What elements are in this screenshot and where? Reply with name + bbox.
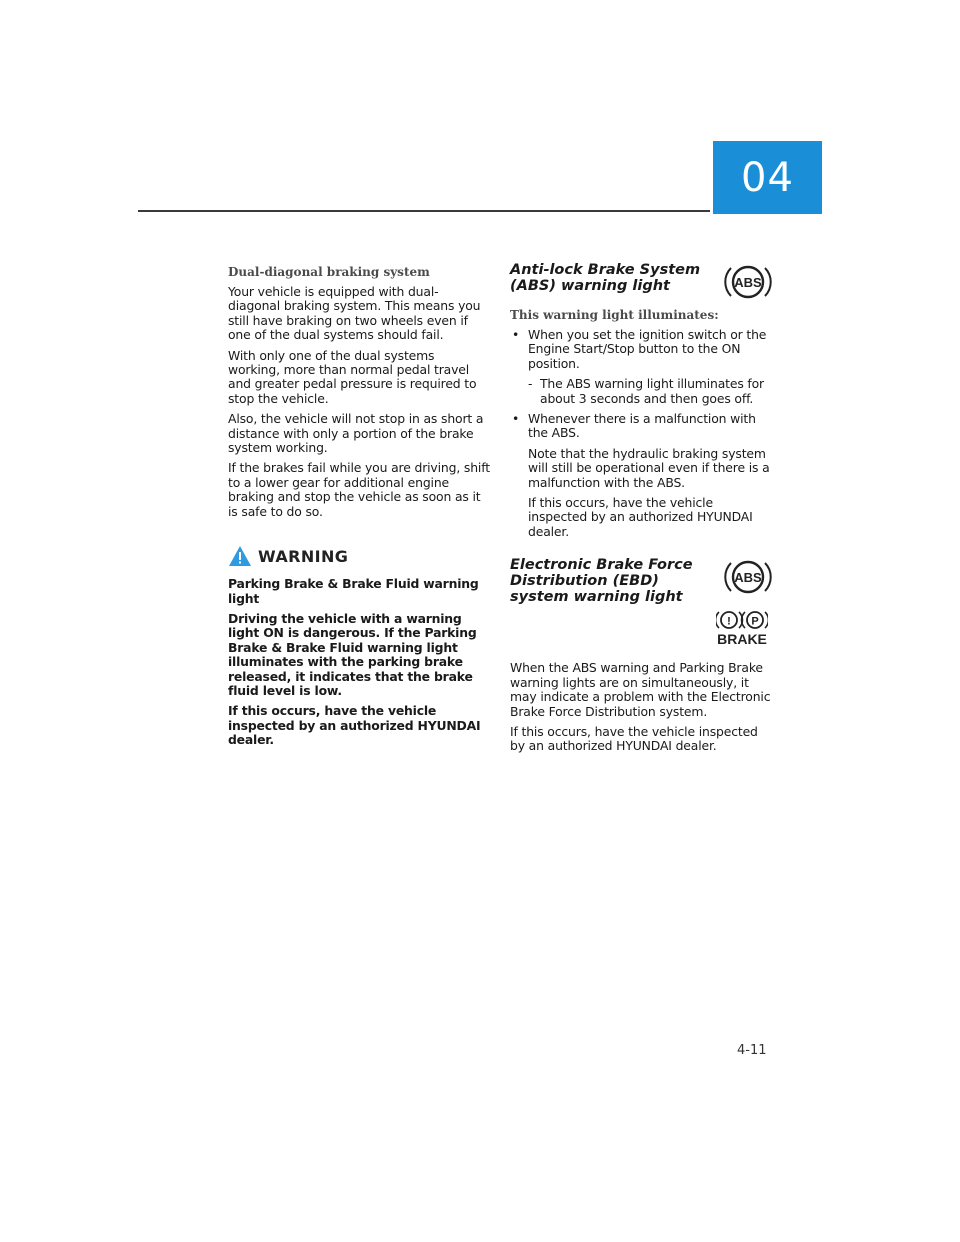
warning-heading: [228, 545, 490, 567]
abs-warning-icon: [724, 557, 772, 597]
dual-diagonal-paragraph: With only one of the dual systems working, more than normal pedal travel and greater pedal pressure is required to stop the vehicle.: [228, 347, 477, 406]
chapter-tab: 04: [713, 141, 822, 214]
dual-diagonal-subheading: Dual-diagonal braking system: [228, 265, 430, 279]
dual-diagonal-paragraph: If the brakes fail while you are driving, shift to a lower gear for additional engine braking and stop the vehicle as soon as it is safe to do so.: [228, 460, 490, 519]
warning-paragraph: Driving the vehicle with a warning light ON is dangerous. If the Parking Brake & Brake Fluid warning light illuminates with the parking brake released, it indicates that the brake fluid level is low.: [228, 610, 477, 698]
ebd-section-heading: [510, 557, 772, 605]
list-item: • Whenever there is a malfunction with the ABS.: [512, 411, 756, 441]
abs-warning-icon: [724, 262, 772, 302]
ebd-paragraph: If this occurs, have the vehicle inspected by an authorized HYUNDAI dealer.: [510, 723, 758, 754]
list-item: • When you set the ignition switch or the Engine Start/Stop button to the ON position.: [512, 327, 767, 371]
dual-diagonal-paragraph: Your vehicle is equipped with dual-diagonal braking system. This means you still have braking on two wheels even if one of the dual systems should fail.: [228, 284, 481, 343]
ebd-section-title: Electronic Brake Force Distribution (EBD) system warning light: [510, 557, 693, 606]
svg-text:P: P: [751, 615, 759, 628]
svg-text:ABS: ABS: [734, 570, 762, 586]
left-column: [228, 262, 490, 754]
page-number: 4-11: [737, 1043, 767, 1058]
svg-text:BRAKE: BRAKE: [717, 631, 767, 648]
dual-diagonal-paragraph: Also, the vehicle will not stop in as short a distance with only a portion of the brake system working.: [228, 411, 484, 456]
abs-section-title: Anti-lock Brake System (ABS) warning light: [510, 262, 701, 294]
list-item: - The ABS warning light illuminates for about 3 seconds and then goes off.: [528, 376, 765, 406]
warning-paragraph: If this occurs, have the vehicle inspected by an authorized HYUNDAI dealer.: [228, 703, 481, 748]
parking-brake-warning-icon: [716, 609, 768, 647]
abs-note-paragraph: Note that the hydraulic braking system will still be operational even if there is a malfunction with the ABS.: [528, 445, 770, 490]
right-column: [510, 262, 772, 760]
warning-label: WARNING: [258, 546, 349, 566]
svg-text:!: !: [727, 615, 731, 628]
warning-triangle-icon: [228, 545, 252, 567]
abs-subheading: This warning light illuminates:: [510, 308, 719, 322]
abs-section-heading: [510, 262, 772, 302]
ebd-paragraph: When the ABS warning and Parking Brake warning lights are on simultaneously, it may indicate a problem with the Electronic Brake Force Distribution system.: [510, 660, 771, 719]
header-rule: [138, 210, 710, 212]
warning-paragraph: Parking Brake & Brake Fluid warning light: [228, 576, 479, 606]
svg-text:ABS: ABS: [734, 275, 762, 290]
abs-bullet-list: [510, 328, 772, 371]
abs-note-paragraph: If this occurs, have the vehicle inspected by an authorized HYUNDAI dealer.: [528, 495, 753, 539]
